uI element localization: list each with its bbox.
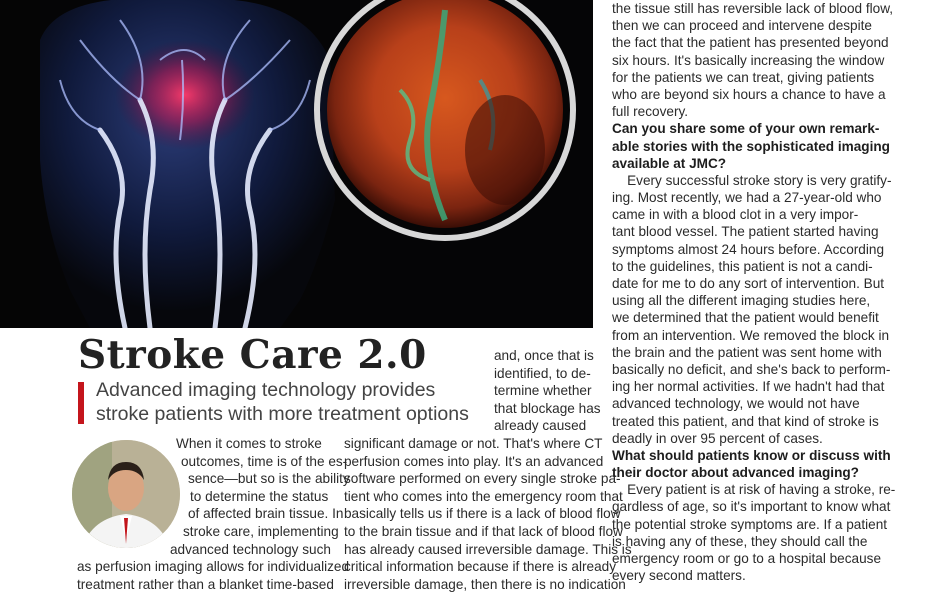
text-line: irreversible damage, then there is no indication — [344, 576, 626, 592]
text-line: using all the different imaging studies here, — [612, 293, 871, 309]
text-line: to the guidelines, this patient is not a candi- — [612, 258, 873, 274]
text-line: from an intervention. We removed the block in — [612, 327, 890, 343]
text-line: of affected brain tissue. In — [188, 506, 344, 522]
article-headline: Stroke Care 2.0 — [78, 332, 427, 378]
section-heading-line: available at JMC? — [612, 155, 727, 171]
text-line: came in with a blood clot in a very impor- — [612, 207, 859, 223]
text-line: we determined that the patient would benefit — [612, 310, 879, 326]
text-line: basically tells us if there is a lack of blood flow — [344, 506, 621, 522]
subtitle-line: stroke patients with more treatment options — [96, 403, 469, 425]
text-line: software performed on every single stroke pa- — [344, 471, 621, 487]
body-column-1-bottom — [77, 558, 349, 593]
text-line: to the brain tissue and if that lack of blood flow — [344, 523, 623, 539]
text-line: ing her normal activities. If we hadn't had that — [612, 379, 885, 395]
text-line: every second matters. — [612, 568, 746, 584]
text-line: basically no deficit, and she's back to perform- — [612, 361, 891, 377]
text-line: tient who comes into the emergency room that — [344, 488, 623, 504]
text-line: critical information because if there is already — [344, 559, 617, 575]
body-column-2-top — [494, 347, 601, 435]
text-line: six hours. It's basically increasing the window — [612, 52, 885, 68]
text-line: treatment rather than a blanket time-based — [77, 576, 334, 592]
text-line: stroke care, implementing — [183, 523, 339, 539]
text-line: advanced technology, we would not have — [612, 396, 860, 412]
text-line: who are beyond six hours a chance to have a — [612, 86, 886, 102]
body-column-3 — [612, 0, 895, 584]
body-column-2 — [344, 435, 632, 593]
text-line: is having any of these, they should call the — [612, 533, 868, 549]
text-line: date for me to do any sort of intervention. But — [612, 276, 885, 291]
body-column-1-top — [170, 435, 350, 558]
text-line: ing. Most recently, we had a 27-year-old who — [612, 190, 882, 206]
doctor-portrait-image — [72, 440, 180, 548]
article-subtitle — [96, 378, 496, 426]
text-line: emergency room or go to a hospital because — [612, 551, 882, 566]
text-line: outcomes, time is of the es- — [181, 453, 348, 469]
text-line: that blockage has — [494, 400, 601, 416]
text-line: the tissue still has reversible lack of blood flow, — [612, 1, 894, 16]
hero-illustration — [0, 0, 593, 328]
text-line: treated this patient, and that kind of stroke is — [612, 413, 879, 429]
text-line: Every successful stroke story is very gratify- — [612, 172, 892, 188]
brain-angiography-image — [40, 0, 335, 328]
section-heading-line: their doctor about advanced imaging? — [612, 465, 859, 481]
text-line: termine whether — [494, 383, 592, 399]
text-line: deadly in over 95 percent of cases. — [612, 430, 823, 446]
text-line: symptoms almost 24 hours before. According — [612, 241, 885, 257]
text-line: Every patient is at risk of having a stroke, re- — [612, 482, 896, 498]
text-line: full recovery. — [612, 104, 689, 120]
text-line: as perfusion imaging allows for individualized — [77, 559, 350, 574]
text-line: tant blood vessel. The patient started having — [612, 224, 879, 240]
section-heading-line: Can you share some of your own remark- — [612, 121, 880, 137]
text-line: and, once that is — [494, 348, 594, 363]
hero-image — [0, 0, 593, 328]
text-line: sence—but so is the ability — [188, 471, 350, 487]
text-line: for the patients we can treat, giving patients — [612, 69, 875, 85]
text-line: the potential stroke symptoms are. If a patient — [612, 516, 888, 532]
text-line: gardless of age, so it's important to know what — [612, 499, 891, 515]
text-line: the brain and the patient was sent home with — [612, 344, 882, 360]
section-heading-line: What should patients know or discuss with — [612, 447, 891, 463]
text-line: already caused — [494, 418, 587, 434]
text-line: advanced technology such — [170, 541, 331, 557]
text-line: to determine the status — [190, 488, 329, 504]
text-line: significant damage or not. That's where CT — [344, 436, 603, 451]
text-line: the fact that the patient has presented beyond — [612, 35, 889, 51]
section-heading-line: able stories with the sophisticated imaging — [612, 138, 890, 154]
text-line: has already caused irreversible damage. This is — [344, 541, 632, 557]
text-line: then we can proceed and intervene despite — [612, 18, 872, 34]
subtitle-accent-bar — [78, 382, 84, 424]
text-line: perfusion comes into play. It's an advanced — [344, 453, 604, 469]
text-line: identified, to de- — [494, 365, 591, 381]
subtitle-line: Advanced imaging technology provides — [96, 379, 436, 401]
ct-perfusion-map-image — [317, 0, 573, 238]
text-line: When it comes to stroke — [176, 436, 322, 451]
